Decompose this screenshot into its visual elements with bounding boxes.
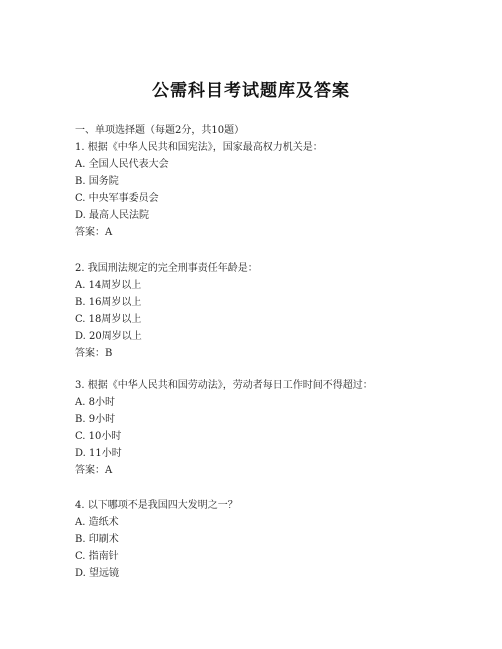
question-4-text: 4. 以下哪项不是我国四大发明之一？	[75, 500, 238, 511]
section-heading: 一、单项选择题（每题2分，共10题）	[75, 125, 245, 136]
question-3-option-b: B. 9小时	[75, 414, 116, 425]
question-2-text: 2. 我国刑法规定的完全刑事责任年龄是：	[75, 263, 258, 274]
question-1-option-b: B. 国务院	[75, 176, 119, 187]
question-1-option-d: D. 最高人民法院	[75, 210, 150, 221]
question-1-answer: 答案：A	[75, 227, 113, 238]
question-1-option-c: C. 中央军事委员会	[75, 193, 159, 204]
question-3-answer: 答案：A	[75, 465, 113, 476]
question-3-option-a: A. 8小时	[75, 397, 115, 408]
question-4-option-c: C. 指南针	[75, 551, 119, 562]
question-2-answer: 答案：B	[75, 348, 113, 359]
document-title: 公需科目考试题库及答案	[152, 81, 350, 101]
question-2-option-d: D. 20周岁以上	[75, 331, 142, 342]
question-4-option-a: A. 造纸术	[75, 517, 119, 528]
question-3-option-d: D. 11小时	[75, 448, 122, 459]
question-2-option-c: C. 18周岁以上	[75, 314, 142, 325]
question-3-text: 3. 根据《中华人民共和国劳动法》，劳动者每日工作时间不得超过：	[75, 380, 373, 391]
question-4-option-d: D. 望远镜	[75, 568, 120, 579]
question-3-option-c: C. 10小时	[75, 431, 122, 442]
question-2-option-a: A. 14周岁以上	[75, 280, 142, 291]
question-4-option-b: B. 印刷术	[75, 534, 119, 545]
question-2-option-b: B. 16周岁以上	[75, 297, 142, 308]
question-1-option-a: A. 全国人民代表大会	[75, 159, 169, 170]
question-1-text: 1. 根据《中华人民共和国宪法》，国家最高权力机关是：	[75, 142, 323, 153]
